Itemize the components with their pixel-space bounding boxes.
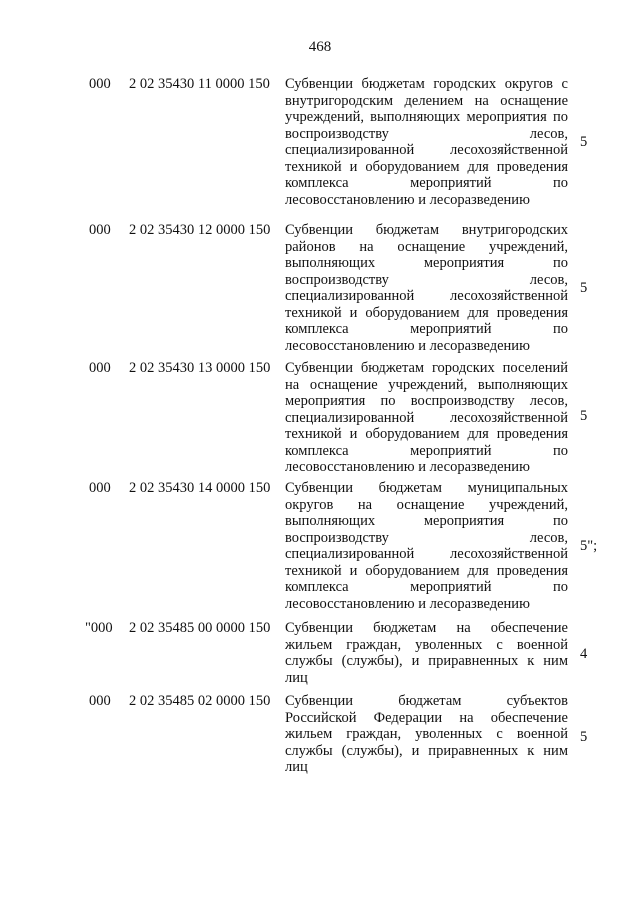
amount-value: 4 bbox=[580, 646, 588, 662]
description-line: техникой и оборудованием для проведения bbox=[285, 426, 568, 442]
description-line: комплекса мероприятий по bbox=[285, 579, 568, 595]
table-row bbox=[0, 480, 640, 620]
row-description bbox=[285, 360, 568, 476]
description-line: техникой и оборудованием для проведения bbox=[285, 562, 568, 579]
budget-classification-code: 2 02 35430 12 0000 150 bbox=[129, 222, 271, 238]
description-line: выполняющих мероприятия по bbox=[285, 255, 568, 271]
description-line: воспроизводству лесов, bbox=[285, 529, 568, 546]
admin-code: 000 bbox=[89, 693, 111, 709]
amount-value: 5 bbox=[580, 134, 588, 150]
table-row bbox=[0, 620, 640, 693]
description-line: специализированной лесохозяйственной bbox=[285, 546, 568, 562]
description-line: выполняющих мероприятия по bbox=[285, 513, 568, 529]
description-line: лесовосстановлению и лесоразведению bbox=[285, 595, 530, 612]
amount-value: 5 bbox=[580, 408, 588, 424]
description-line: Субвенции бюджетам городских поселений bbox=[285, 360, 568, 376]
description-line: лиц bbox=[285, 669, 308, 686]
description-line: округов на оснащение учреждений, bbox=[285, 496, 568, 513]
description-line: специализированной лесохозяйственной bbox=[285, 288, 568, 304]
budget-code-table bbox=[0, 76, 640, 779]
amount-value: 5 bbox=[580, 729, 588, 745]
description-line: техникой и оборудованием для проведения bbox=[285, 158, 568, 175]
row-description bbox=[285, 693, 568, 776]
budget-classification-code: 2 02 35430 13 0000 150 bbox=[129, 360, 271, 376]
budget-classification-code: 2 02 35430 14 0000 150 bbox=[129, 480, 271, 496]
description-line: учреждений, выполняющих мероприятия по bbox=[285, 109, 568, 125]
description-line: службы (службы), и приравненных к ним bbox=[285, 653, 568, 669]
description-line: комплекса мероприятий по bbox=[285, 321, 568, 337]
description-line: на оснащение учреждений, выполняющих bbox=[285, 376, 568, 393]
description-line: мероприятия по воспроизводству лесов, bbox=[285, 393, 568, 409]
description-line: воспроизводству лесов, bbox=[285, 125, 568, 142]
amount-value: 5"; bbox=[580, 538, 598, 554]
table-row bbox=[0, 222, 640, 360]
page-number: 468 bbox=[308, 39, 332, 55]
description-line: специализированной лесохозяйственной bbox=[285, 142, 568, 158]
description-line: жильем граждан, уволенных с военной bbox=[285, 726, 568, 742]
amount-value: 5 bbox=[580, 280, 588, 296]
description-line: лесовосстановлению и лесоразведению bbox=[285, 459, 530, 475]
description-line: Субвенции бюджетам городских округов с bbox=[285, 76, 568, 92]
description-line: Субвенции бюджетам на обеспечение bbox=[285, 620, 568, 636]
row-description bbox=[285, 76, 568, 208]
budget-classification-code: 2 02 35430 11 0000 150 bbox=[129, 76, 270, 92]
description-line: Российской Федерации на обеспечение bbox=[285, 709, 568, 726]
table-row bbox=[0, 76, 640, 222]
description-line: службы (службы), и приравненных к ним bbox=[285, 742, 568, 759]
description-line: комплекса мероприятий по bbox=[285, 175, 568, 191]
row-description bbox=[285, 480, 568, 612]
budget-classification-code: 2 02 35485 02 0000 150 bbox=[129, 693, 271, 709]
description-line: воспроизводству лесов, bbox=[285, 271, 568, 288]
row-description bbox=[285, 620, 568, 686]
table-row bbox=[0, 360, 640, 480]
description-line: жильем граждан, уволенных с военной bbox=[285, 636, 568, 653]
description-line: специализированной лесохозяйственной bbox=[285, 409, 568, 426]
description-line: Субвенции бюджетам внутригородских bbox=[285, 222, 568, 238]
admin-code: 000 bbox=[89, 360, 111, 376]
row-description bbox=[285, 222, 568, 354]
budget-classification-code: 2 02 35485 00 0000 150 bbox=[129, 620, 271, 636]
description-line: Субвенции бюджетам муниципальных bbox=[285, 480, 568, 496]
description-line: комплекса мероприятий по bbox=[285, 442, 568, 459]
admin-code: 000 bbox=[89, 222, 111, 238]
description-line: районов на оснащение учреждений, bbox=[285, 238, 568, 255]
table-row bbox=[0, 693, 640, 779]
admin-code: "000 bbox=[85, 620, 113, 636]
description-line: лиц bbox=[285, 759, 308, 775]
description-line: Субвенции бюджетам субъектов bbox=[285, 693, 568, 709]
description-line: внутригородским делением на оснащение bbox=[285, 92, 568, 109]
description-line: лесовосстановлению и лесоразведению bbox=[285, 191, 530, 208]
description-line: лесовосстановлению и лесоразведению bbox=[285, 337, 530, 354]
admin-code: 000 bbox=[89, 76, 111, 92]
admin-code: 000 bbox=[89, 480, 111, 496]
description-line: техникой и оборудованием для проведения bbox=[285, 304, 568, 321]
